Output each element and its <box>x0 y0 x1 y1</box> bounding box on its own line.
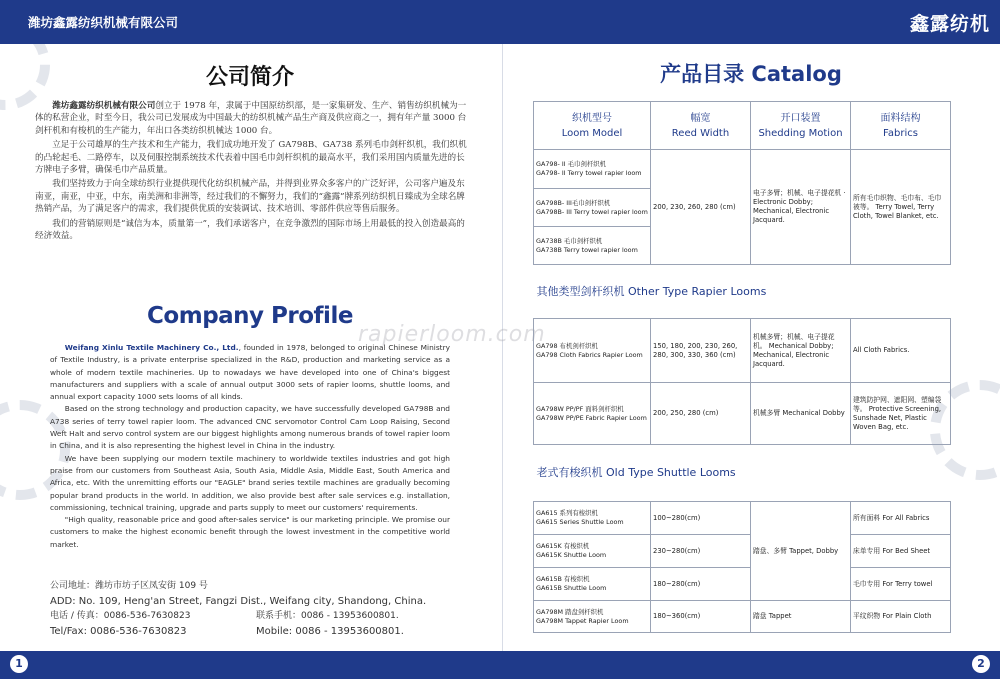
catalog-table <box>533 101 951 633</box>
brand-logo-text: 鑫露纺机 <box>909 13 990 35</box>
shedding-cell: 电子多臂；机械、电子提花机 · Electronic Dobby; Mechanical, Electronic Jacquard. <box>751 150 851 265</box>
model-cell: GA615K 有梭织机 GA615K Shuttle Loom <box>534 535 651 568</box>
col-header-width: 幅宽 Reed Width <box>651 102 751 150</box>
intro-para-1-text: 创立于 1978 年，隶属于中国原纺织部，是一家集研发、生产、销售纺织机械为一体的私营企业，时至今日，我公司已发展成为中国最大的纺织机械产品生产商及供应商之一，拥有年产量 3000 台剑杆机和有梭机的生产能力，年出口各类纺织机械达 1000 台。 <box>35 101 467 136</box>
profile-para-1 <box>50 342 450 403</box>
model-cell: GA798M 踏盘剑杆织机 GA798M Tappet Rapier Loom <box>534 601 651 633</box>
fabrics-cell: 建筑防护网、遮阳网、塑编袋等。 Protective Screening, Sunshade Net, Plastic Woven Bag, etc. <box>851 383 951 445</box>
intro-para-1 <box>35 100 467 137</box>
width-cell: 180~360(cm) <box>651 601 751 633</box>
width-cell: 180~280(cm) <box>651 568 751 601</box>
profile-para-3: We have been supplying our modern textile machinery to worldwide textiles industries and got high praise from our customers from Southeast Asia, South Asia, Middle Asia, Middle East, South America and Africa, etc. With the unremitting efforts our "EAGLE" brand series textile machines are gradually becoming popular brand products in the world. In addition, we also provide best after sale services e.g. installation, commissioning, technical training, upgrade and parts supply to meet our customers' requirements. <box>50 453 450 512</box>
table-row <box>534 535 951 568</box>
model-cell: GA615B 有梭织机 GA615B Shuttle Loom <box>534 568 651 601</box>
profile-company-name: Weifang Xinlu Textile Machinery Co., Ltd. <box>64 343 239 352</box>
fabrics-cell: 所有面料 For All Fabrics <box>851 502 951 535</box>
footer-bar <box>0 651 1000 679</box>
width-cell: 100~280(cm) <box>651 502 751 535</box>
profile-title-en: Company Profile <box>147 303 353 329</box>
shedding-cell: 机械多臂 Mechanical Dobby <box>751 383 851 445</box>
shedding-cell: 踏盘 Tappet <box>751 601 851 633</box>
phone-row-en <box>50 624 470 639</box>
fabrics-cell: 毛巾专用 For Terry towel <box>851 568 951 601</box>
profile-text-en <box>50 342 450 551</box>
catalog-header-row <box>534 102 951 150</box>
address-en: ADD: No. 109, Heng'an Street, Fangzi Dist., Weifang city, Shandong, China. <box>50 596 427 607</box>
intro-text-zh <box>35 100 467 244</box>
table-row <box>534 150 951 189</box>
col-header-shedding: 开口装置 Shedding Motion <box>751 102 851 150</box>
section-title-other-rapier: 其他类型剑杆织机 Other Type Rapier Looms <box>534 265 951 319</box>
mobile-zh: 联系手机：0086 - 13953600801. <box>256 611 399 621</box>
fabrics-cell: 所有毛巾织物、毛巾布、毛巾被等。 Terry Towel, Terry Cloth, Towel Blanket, etc. <box>851 150 951 265</box>
profile-para-2: Based on the strong technology and production capacity, we have successfully developed GA798B and A738 series of terry towel rapier loom. The advanced CNC servomotor Control Cam Loop Raising, Second Weft Halt and servo control system are our biggest highlights among numerous brands of towel rapier loom in China, and it is also representing the highest level in China in the industry. <box>50 404 450 451</box>
intro-para-3: 我们坚持致力于向全球纺织行业提供现代化纺织机械产品，并得到业界众多客户的广泛好评，公司客户遍及东南亚，南亚，中亚，中东，南美洲和非洲等，经过我们的不懈努力，我们的“鑫露”牌系列纺织机日臻成为全球名牌热销产品，为了满足客户的需求，我们提供优质的安装调试、技术培训、零部件供应等售后服务。 <box>35 179 465 215</box>
section-title-old-shuttle: 老式有梭织机 Old Type Shuttle Looms <box>534 445 951 502</box>
catalog-title: 产品目录 Catalog <box>660 62 842 86</box>
tel-en: Tel/Fax: 0086-536-7630823 <box>50 626 187 637</box>
table-row <box>534 383 951 445</box>
model-cell: GA798B- III毛巾剑杆织机 GA798B- III Terry towel rapier loom <box>534 189 651 227</box>
watermark: rapierloom.com <box>358 322 546 347</box>
contact-block <box>50 579 470 639</box>
section-row <box>534 265 951 319</box>
width-cell: 230~280(cm) <box>651 535 751 568</box>
intro-para-2: 立足于公司雄厚的生产技术和生产能力，我们成功地开发了 GA798B、GA738 系列毛巾剑杆织机，我们织机的凸轮起毛、二路停车，以及伺服控制系统技术代表着中国毛巾剑杆织机的最高水平，我们采用国内质量先进的长方牌电子多臂，确保毛巾产品质量。 <box>35 140 467 176</box>
table-row <box>534 502 951 535</box>
fabrics-cell: All Cloth Fabrics. <box>851 319 951 383</box>
mobile-en: Mobile: 0086 - 13953600801. <box>256 626 404 637</box>
phone-row-zh <box>50 609 470 624</box>
width-cell: 200, 230, 260, 280 (cm) <box>651 150 751 265</box>
width-cell: 200, 250, 280 (cm) <box>651 383 751 445</box>
intro-para-4: 我们的营销原则是“诚信为本，质量第一”，我们承诺客户，在竞争激烈的国际市场上用最低的投入创造最高的经济效益。 <box>35 218 465 242</box>
model-cell: GA798 布机剑杆织机 GA798 Cloth Fabrics Rapier Loom <box>534 319 651 383</box>
table-row <box>534 568 951 601</box>
model-cell: GA615 系列有梭织机 GA615 Series Shuttle Loom <box>534 502 651 535</box>
company-name-header: 潍坊鑫露纺织机械有限公司 <box>28 15 179 30</box>
model-cell: GA798- II 毛巾剑杆织机 GA798- II Terry towel rapier loom <box>534 150 651 189</box>
fabrics-cell: 床单专用 For Bed Sheet <box>851 535 951 568</box>
shedding-cell: 机械多臂；机械、电子提花机。 Mechanical Dobby; Mechanical, Electronic Jacquard. <box>751 319 851 383</box>
page-number-right: 2 <box>972 655 990 673</box>
table-row <box>534 319 951 383</box>
intro-title-zh: 公司简介 <box>205 65 294 90</box>
model-cell: GA738B 毛巾剑杆织机 GA738B Terry towel rapier loom <box>534 227 651 265</box>
header-bar <box>0 0 1000 44</box>
fabrics-cell: 平纹织物 For Plain Cloth <box>851 601 951 633</box>
page-number-left: 1 <box>10 655 28 673</box>
width-cell: 150, 180, 200, 230, 260, 280, 300, 330, 360 (cm) <box>651 319 751 383</box>
profile-para-4: "High quality, reasonable price and good after-sales service" is our marketing principle. We promise our customers to make the highest economic benefit through the lowest investment in the competitive world market. <box>50 515 450 549</box>
section-row <box>534 445 951 502</box>
col-header-model: 织机型号 Loom Model <box>534 102 651 150</box>
profile-para-1-text: , founded in 1978, belonged to original Chinese Ministry of Textile Industry, is a private enterprise specialized in the R&D, production and marketing service as a whole of modern textile machineries. Up to nowadays we have developed into one of China's biggest manufacturers and suppliers with a scale of annual output 3000 sets of rapier looms, shuttle looms, and annual export capacity 1000 sets looms of all kinds. <box>50 343 450 402</box>
tel-zh: 电话 / 传真：0086-536-7630823 <box>50 611 191 621</box>
model-cell: GA798W PP/PF 面料剑杆织机 GA798W PP/PE Fabric Rapier Loom <box>534 383 651 445</box>
address-zh: 公司地址：潍坊市坊子区凤安街 109 号 <box>50 581 208 591</box>
intro-company-name: 潍坊鑫露纺织机械有限公司 <box>52 101 156 111</box>
shedding-cell: 踏盘、多臂 Tappet, Dobby <box>751 502 851 601</box>
table-row <box>534 601 951 633</box>
col-header-fabrics: 面料结构 Fabrics <box>851 102 951 150</box>
page-divider <box>502 44 503 651</box>
